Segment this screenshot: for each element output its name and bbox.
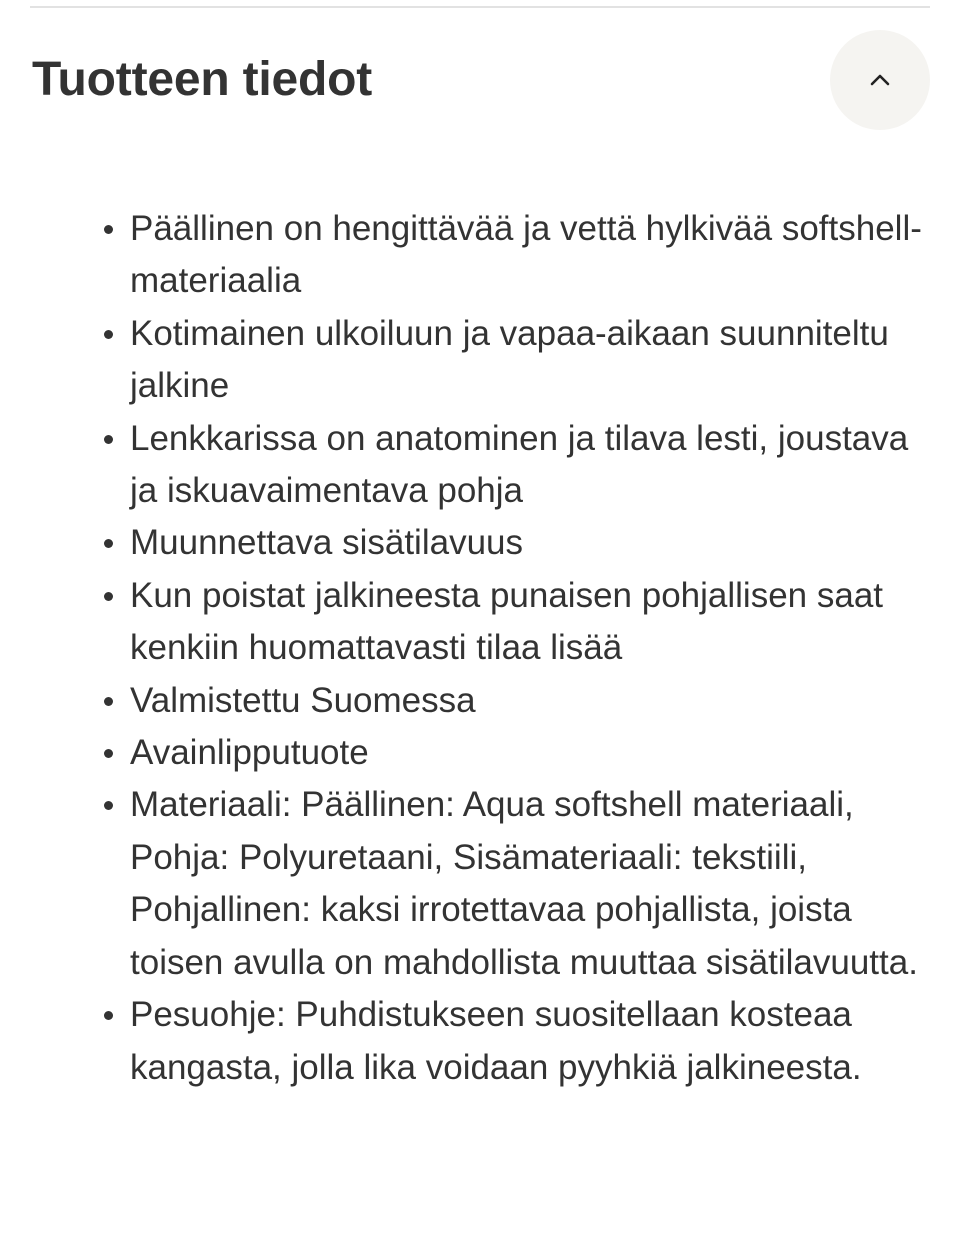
list-item [130,675,930,727]
bullet [104,592,113,601]
bullet [104,539,113,548]
list-item [130,517,930,569]
product-details-list [130,203,930,1094]
collapse-button[interactable] [830,30,930,130]
section-title: Tuotteen tiedot [32,53,373,106]
bullet [104,801,113,810]
bullet [104,1011,113,1020]
list-item-text: Muunnettava sisätilavuus [130,523,523,563]
list-item-text: Päällinen on hengittävää ja vettä hylkivää softshell-materiaalia [130,209,922,301]
list-item-text: Lenkkarissa on anatominen ja tilava lesti, joustava ja iskuavaimentava pohja [130,418,909,511]
list-item [130,779,930,989]
chevron-up-icon [869,73,891,87]
bullet [104,225,113,234]
bullet [104,697,113,706]
list-item-text: Avainlipputuote [130,733,369,773]
list-item-text: Kun poistat jalkineesta punaisen pohjallisen saat kenkiin huomattavasti tilaa lisää [130,575,884,668]
list-item [130,570,930,675]
list-item-text: Valmistettu Suomessa [130,680,476,720]
list-item [130,308,930,413]
list-item-text: Pesuohje: Puhdistukseen suositellaan kosteaa kangasta, jolla lika voidaan pyyhkiä jalkineesta. [130,995,862,1087]
section-divider [30,6,930,8]
list-item [130,989,930,1094]
list-item-text: Kotimainen ulkoiluun ja vapaa-aikaan suunniteltu jalkine [130,313,889,406]
list-item [130,413,930,518]
list-item [130,727,930,779]
bullet [104,330,113,339]
list-item [130,203,930,308]
bullet [104,435,113,444]
list-item-text: Materiaali: Päällinen: Aqua softshell materiaali, Pohja: Polyuretaani, Sisämateriaali: tekstiili, Pohjallinen: kaksi irrotettavaa pohjallista, joista toisen avulla on mahdollista muuttaa sisätilavuutta. [130,785,918,982]
bullet [104,749,113,758]
product-details-accordion-header[interactable] [30,30,930,130]
